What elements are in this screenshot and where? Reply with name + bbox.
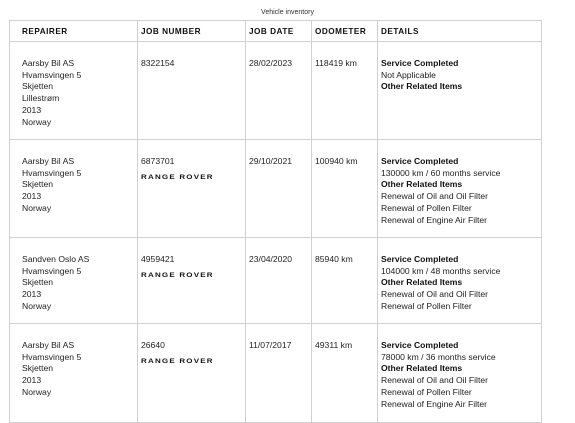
repairer-address-line: Hvamsvingen 5 xyxy=(22,69,82,80)
table-header-row xyxy=(10,21,542,42)
repairer-address-line: 2013 xyxy=(22,191,42,202)
details-heading: Other Related Items xyxy=(381,179,463,190)
cell-odometer: 118419 km xyxy=(312,42,378,140)
brand-logo-wordmark: RANGE ROVER xyxy=(141,356,214,365)
details-item: Renewal of Engine Air Filter xyxy=(381,214,488,225)
repairer-address-line: 2013 xyxy=(22,289,42,300)
header-details: DETAILS xyxy=(378,21,542,42)
job-number: 26640 xyxy=(141,340,165,350)
repairer-address-line: Norway xyxy=(22,116,52,127)
repairer-address-line: 2013 xyxy=(22,104,42,115)
details-heading: Service Completed xyxy=(381,58,459,68)
cell-job-number xyxy=(138,42,246,140)
cell-details xyxy=(378,42,542,140)
details-item: Renewal of Pollen Filter xyxy=(381,300,472,311)
header-repairer: REPAIRER xyxy=(10,21,138,42)
details-item: Renewal of Engine Air Filter xyxy=(381,398,488,409)
cell-repairer xyxy=(10,324,138,423)
details-item: Renewal of Pollen Filter xyxy=(381,386,472,397)
repairer-address-line: Aarsby Bil AS xyxy=(22,58,75,68)
brand-logo-wordmark: RANGE ROVER xyxy=(141,172,214,181)
cell-job-date: 23/04/2020 xyxy=(246,238,312,324)
repairer-address-line: 2013 xyxy=(22,375,42,386)
table-row xyxy=(10,42,542,140)
cell-job-number xyxy=(138,140,246,238)
repairer-address-line: Aarsby Bil AS xyxy=(22,340,75,350)
details-heading: Service Completed xyxy=(381,156,459,166)
details-item: 78000 km / 36 months service xyxy=(381,351,496,362)
cell-job-date: 11/07/2017 xyxy=(246,324,312,423)
job-number: 6873701 xyxy=(141,156,175,166)
repairer-address-line: Norway xyxy=(22,202,52,213)
header-odometer: ODOMETER xyxy=(312,21,378,42)
details-item: Renewal of Oil and Oil Filter xyxy=(381,289,488,300)
details-item: 104000 km / 48 months service xyxy=(381,265,501,276)
cell-odometer: 100940 km xyxy=(312,140,378,238)
header-job-date: JOB DATE xyxy=(246,21,312,42)
cell-job-number xyxy=(138,324,246,423)
details-item: Not Applicable xyxy=(381,69,436,80)
details-heading: Other Related Items xyxy=(381,363,463,374)
repairer-address-line: Skjetten xyxy=(22,277,54,288)
details-heading: Service Completed xyxy=(381,340,459,350)
cell-odometer: 85940 km xyxy=(312,238,378,324)
repairer-address-line: Sandven Oslo AS xyxy=(22,254,90,264)
brand-logo-wordmark: RANGE ROVER xyxy=(141,270,214,279)
cell-odometer: 49311 km xyxy=(312,324,378,423)
header-job-number: JOB NUMBER xyxy=(138,21,246,42)
details-item: Renewal of Oil and Oil Filter xyxy=(381,191,488,202)
repairer-address-line: Aarsby Bil AS xyxy=(22,156,75,166)
cell-details xyxy=(378,238,542,324)
repairer-address-line: Hvamsvingen 5 xyxy=(22,351,82,362)
details-heading: Service Completed xyxy=(381,254,459,264)
table-row xyxy=(10,238,542,324)
cell-repairer xyxy=(10,42,138,140)
repairer-address-line: Hvamsvingen 5 xyxy=(22,265,82,276)
cell-job-date: 29/10/2021 xyxy=(246,140,312,238)
details-item: 130000 km / 60 months service xyxy=(381,167,501,178)
repairer-address-line: Lillestrøm xyxy=(22,93,60,104)
details-heading: Other Related Items xyxy=(381,277,463,288)
details-item: Renewal of Pollen Filter xyxy=(381,202,472,213)
repairer-address-line: Hvamsvingen 5 xyxy=(22,167,82,178)
table-row xyxy=(10,140,542,238)
details-item: Renewal of Oil and Oil Filter xyxy=(381,375,488,386)
job-number: 4959421 xyxy=(141,254,175,264)
repairer-address-line: Skjetten xyxy=(22,179,54,190)
cell-repairer xyxy=(10,238,138,324)
repairer-address-line: Norway xyxy=(22,300,52,311)
repairer-address-line: Skjetten xyxy=(22,81,54,92)
cell-job-date: 28/02/2023 xyxy=(246,42,312,140)
cell-repairer xyxy=(10,140,138,238)
table-row xyxy=(10,324,542,423)
service-history-table xyxy=(9,20,542,423)
cell-job-number xyxy=(138,238,246,324)
repairer-address-line: Norway xyxy=(22,386,52,397)
document-title: Vehicle inventory xyxy=(261,9,314,16)
cell-details xyxy=(378,324,542,423)
details-heading: Other Related Items xyxy=(381,81,463,92)
cell-details xyxy=(378,140,542,238)
repairer-address-line: Skjetten xyxy=(22,363,54,374)
job-number: 8322154 xyxy=(141,58,175,68)
